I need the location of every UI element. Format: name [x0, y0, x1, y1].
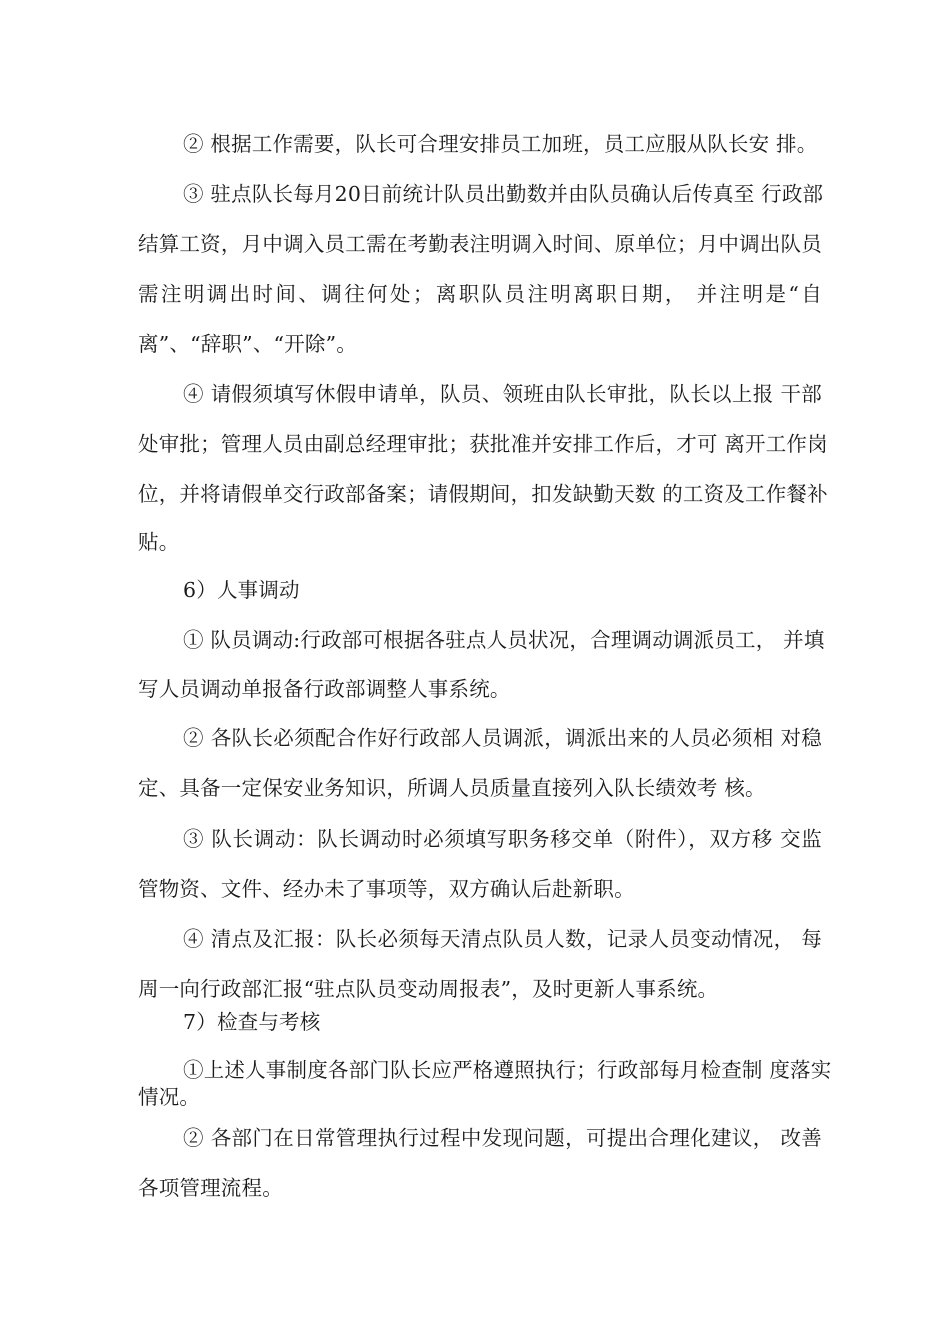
- paragraph-line: ② 各队长必须配合作好行政部人员调派，调派出来的人员必须相 对稳: [183, 726, 822, 750]
- paragraph-line: 定、具备一定保安业务知识，所调人员质量直接列入队长绩效考 核。: [138, 776, 766, 800]
- paragraph-line: 情况。: [138, 1085, 201, 1109]
- paragraph-line: 贴。: [138, 530, 180, 554]
- paragraph-line: ④ 请假须填写休假申请单，队员、领班由队长审批，队长以上报 干部: [183, 382, 822, 406]
- paragraph-line: 各项管理流程。: [138, 1176, 283, 1200]
- paragraph-line: ④ 清点及汇报：队长必须每天清点队员人数，记录人员变动情况， 每: [183, 927, 822, 951]
- section-heading: 6）人事调动: [183, 578, 300, 602]
- section-heading: 7）检查与考核: [183, 1010, 321, 1034]
- paragraph-line: ② 根据工作需要，队长可合理安排员工加班，员工应服从队长安 排。: [183, 132, 818, 156]
- paragraph-line: 写人员调动单报备行政部调整人事系统。: [138, 677, 511, 701]
- paragraph-line: 结算工资，月中调入员工需在考勤表注明调入时间、原单位；月中调出队员: [138, 232, 822, 256]
- paragraph-line: ③ 队长调动：队长调动时必须填写职务移交单（附件），双方移 交监: [183, 827, 822, 851]
- paragraph-line: 离”、“辞职”、“开除”。: [138, 332, 358, 356]
- paragraph-line: ① 队员调动:行政部可根据各驻点人员状况，合理调动调派员工， 并填: [183, 628, 825, 652]
- paragraph-line: 处审批；管理人员由副总经理审批；获批准并安排工作后，才可 离开工作岗: [138, 432, 828, 456]
- paragraph-line: ①上述人事制度各部门队长应严格遵照执行；行政部每月检查制 度落实: [183, 1058, 832, 1082]
- paragraph-line: 位，并将请假单交行政部备案；请假期间，扣发缺勤天数 的工资及工作餐补: [138, 482, 828, 506]
- paragraph-line: 管物资、文件、经办未了事项等，双方确认后赴新职。: [138, 877, 635, 901]
- paragraph-line: ② 各部门在日常管理执行过程中发现问题，可提出合理化建议， 改善: [183, 1126, 822, 1150]
- paragraph-line: ③ 驻点队长每月20日前统计队员出勤数并由队员确认后传真至 行政部: [183, 182, 824, 206]
- paragraph-line: 周一向行政部汇报“驻点队员变动周报表”，及时更新人事系统。: [138, 977, 719, 1001]
- paragraph-line: 需注明调出时间、调往何处；离职队员注明离职日期， 并注明是“自: [138, 282, 822, 306]
